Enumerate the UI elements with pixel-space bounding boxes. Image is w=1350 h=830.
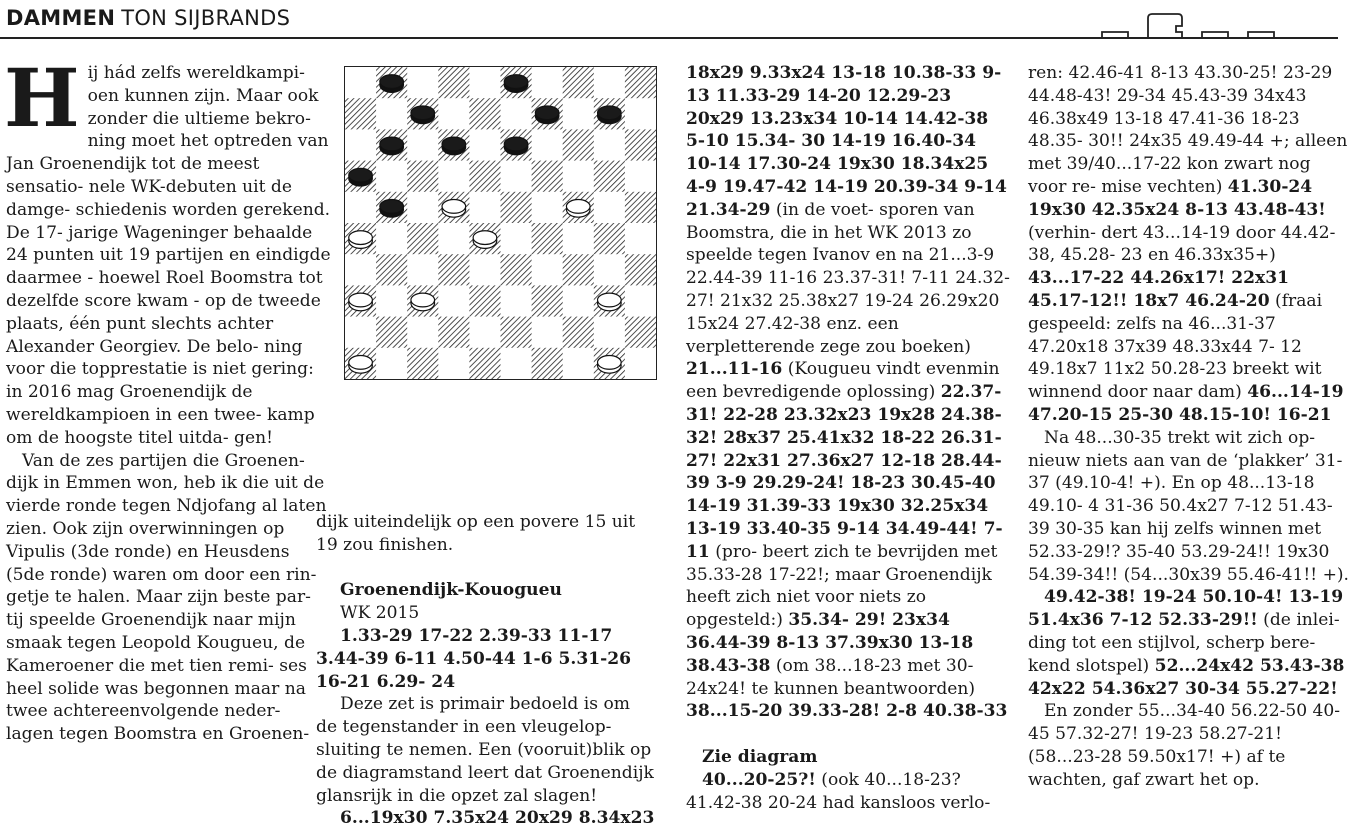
light-square <box>563 223 594 255</box>
white-piece <box>473 231 497 249</box>
column-2 <box>316 511 656 830</box>
light-square <box>438 348 469 379</box>
page-header <box>0 0 1340 40</box>
light-square <box>438 223 469 255</box>
intro-paragraph: ning moet het optreden van Jan Groenendijk tot de meest sensatio- nele WK-debuten uit de damge- schiedenis worden gerekend. De 17- jarige Wageninger behaalde 24 punten uit 19 partijen en eindigde daarmee - hoewel Roel Boomstra tot dezelfde score kwam - op de tweede plaats, één punt slechts achter Alexander Georgiev. De belo- ning voor die topprestatie is niet gering: in 2016 mag Groenendijk de wereldkampioen in een twee- kamp om de hoogste titel uitda- gen! <box>6 131 331 448</box>
light-square <box>469 67 500 99</box>
black-piece <box>504 137 528 155</box>
dark-square <box>625 129 656 161</box>
light-square <box>376 285 407 317</box>
continuation-paragraph: dijk uiteindelijk op een povere 15 uit 19 zou finishen. <box>316 512 636 555</box>
light-square <box>376 98 407 130</box>
light-square <box>501 285 532 317</box>
column-1 <box>4 51 331 746</box>
black-piece <box>380 137 404 155</box>
light-square <box>594 192 625 224</box>
light-square <box>438 161 469 193</box>
dark-square <box>376 254 407 286</box>
checkers-diagram <box>344 66 657 380</box>
black-piece <box>380 75 404 93</box>
white-piece <box>442 200 466 218</box>
intro-line-3: zonder die ultieme bekro- <box>87 108 311 129</box>
light-square <box>625 285 656 317</box>
dark-square <box>345 98 376 130</box>
light-square <box>594 254 625 286</box>
drop-cap: H <box>4 51 80 145</box>
light-square <box>345 192 376 224</box>
moves-block-4: 49.42-38! 19-24 50.10-4! 13-19 51.4x36 7-12 52.33-29!! (de inlei- ding tot een stijlvol, scherp bere- kend slotspel) 52...24x42 53.43-38 42x22 54.36x27 30-34 55.27-22! <box>1028 587 1345 699</box>
black-piece <box>349 168 373 186</box>
dark-square <box>532 348 563 379</box>
dark-square <box>469 285 500 317</box>
dark-square <box>407 223 438 255</box>
dark-square <box>532 223 563 255</box>
dark-square <box>563 254 594 286</box>
light-square <box>625 348 656 379</box>
black-piece <box>504 75 528 93</box>
analysis-paragraph: Na 48...30-35 trekt wit zich op- nieuw niets aan van de ‘plakker’ 31- 37 (49.10-4! +). En op 48...13-18 49.10- 4 31-36 50.4x27 7-12 51.43-39 30-35 kan hij zelfs winnen met 52.33-29!? 35-40 53.29-24!! 19x30 54.39-34!! (54...30x39 55.46-41!! +). <box>1028 427 1349 585</box>
dark-square <box>501 254 532 286</box>
black-piece <box>411 106 435 124</box>
dark-square <box>438 67 469 99</box>
light-square <box>469 129 500 161</box>
dark-square <box>469 348 500 379</box>
diagram-reference: Zie diagram <box>702 746 818 767</box>
dark-square <box>594 161 625 193</box>
light-square <box>625 98 656 130</box>
light-square <box>594 67 625 99</box>
light-square <box>501 348 532 379</box>
light-square <box>376 223 407 255</box>
light-square <box>469 317 500 349</box>
dark-square <box>532 285 563 317</box>
black-piece <box>380 200 404 218</box>
black-piece <box>442 137 466 155</box>
light-square <box>345 67 376 99</box>
light-square <box>407 317 438 349</box>
dark-square <box>625 317 656 349</box>
light-square <box>501 223 532 255</box>
light-square <box>376 161 407 193</box>
game-event: WK 2015 <box>340 603 420 624</box>
dark-square <box>438 254 469 286</box>
dark-square <box>438 317 469 349</box>
dark-square <box>625 67 656 99</box>
light-square <box>438 98 469 130</box>
game-title: Groenendijk-Kouogueu <box>340 580 562 601</box>
intro-line-2: oen kunnen zijn. Maar ook <box>87 85 319 106</box>
column-4 <box>1028 62 1350 792</box>
light-square <box>532 254 563 286</box>
light-square <box>532 129 563 161</box>
white-piece <box>411 293 435 311</box>
light-square <box>407 67 438 99</box>
dark-square <box>625 192 656 224</box>
dark-square <box>563 317 594 349</box>
section-name: DAMMEN <box>6 6 116 30</box>
light-square <box>407 192 438 224</box>
dark-square <box>501 192 532 224</box>
moves-block-1: 18x29 9.33x24 13-18 10.38-33 9-13 11.33-29 14-20 12.29-23 20x29 13.23x34 10-14 14.42-38 5-10 15.34- 30 14-19 16.40-34 10-14 17.30-24 19x30 18.34x25 4-9 19.47-42 14-19 20.39-34 9-14 21.34-29 (in de voet- sporen van Boomstra, die in het WK 2013 zo speelde tegen Ivanov en na 21...3-9 22.44-39 11-16 23.37-31! 7-11 24.32-27! 21x32 25.38x27 19-24 26.29x20 15x24 27.42-38 enz. een verpletterende zege zou boeken) 21...11-16 (Kougueu vindt evenmin een bevredigende oplossing) 22.37- 31! 22-28 23.32x23 19x28 24.38-32! 28x37 25.41x32 18-22 26.31-27! 22x31 27.36x27 12-18 28.44-39 3-9 29.29-24! 18-23 30.45-40 14-19 31.39-33 19x30 32.25x34 13-19 33.40-35 9-14 34.49-44! 7-11 (pro- beert zich te bevrijden met 35.33-28 17-22!; maar Groenendijk heeft zich niet voor niets zo opgesteld:) 35.34- 29! 23x34 36.44-39 8-13 37.39x30 13-18 38.43-38 (om 38...18-23 met 30- 24x24! te kunnen beantwoorden) 38...15-20 39.33-28! 2-8 40.38-33 <box>686 63 1010 722</box>
conclusion-paragraph: En zonder 55...34-40 56.22-50 40- 45 57.32-27! 19-23 58.27-21! (58...23-28 59.50x17! +) af te wachten, gaf zwart het op. <box>1028 701 1341 790</box>
light-square <box>563 285 594 317</box>
light-square <box>345 254 376 286</box>
moves-continuation: 6...19x30 7.35x24 20x29 8.34x23 <box>340 808 655 829</box>
light-square <box>563 348 594 379</box>
column-3 <box>686 62 1011 814</box>
moves-opening: 1.33-29 17-22 2.39-33 11-17 3.44-39 6-11 4.50-44 1-6 5.31-26 16-21 6.29- 24 <box>316 625 632 692</box>
light-square <box>501 98 532 130</box>
light-square <box>594 317 625 349</box>
light-square <box>438 285 469 317</box>
author-name: TON SIJBRANDS <box>121 6 291 30</box>
light-square <box>407 254 438 286</box>
light-square <box>594 129 625 161</box>
dark-square <box>469 98 500 130</box>
second-paragraph: Van de zes partijen die Groenen- dijk in Emmen won, heb ik die uit de vierde ronde tegen Ndjofang al laten zien. Ook zijn overwinningen op Vipulis (3de ronde) en Heusdens (5de ronde) waren om door een rin- getje te halen. Maar zijn beste par- tij speelde Groenendijk naar mijn smaak tegen Leopold Kougueu, de Kameroener die met tien remi- ses heel solide was begonnen maar na twee achtereenvolgende neder- lagen tegen Boomstra en Groenen- <box>6 450 327 745</box>
white-piece <box>598 356 622 374</box>
white-piece <box>598 293 622 311</box>
dark-square <box>501 317 532 349</box>
light-square <box>469 192 500 224</box>
intro-line-1: ij hád zelfs wereldkampi- <box>87 63 305 83</box>
black-piece <box>598 106 622 124</box>
dark-square <box>563 129 594 161</box>
light-square <box>407 129 438 161</box>
black-piece <box>535 106 559 124</box>
light-square <box>532 67 563 99</box>
section-title <box>6 6 290 30</box>
white-piece <box>349 231 373 249</box>
light-square <box>469 254 500 286</box>
white-piece <box>566 200 590 218</box>
light-square <box>563 98 594 130</box>
dark-square <box>469 161 500 193</box>
light-square <box>376 348 407 379</box>
moves-block-2: 40...20-25?! (ook 40...18-23? 41.42-38 20-24 had kansloos verlo- <box>686 769 991 813</box>
comment-paragraph: Deze zet is primair bedoeld is om de tegenstander in een vleugelop- sluiting te nemen. Een (vooruit)blik op de diagramstand leert dat Groenendijk glansrijk in die opzet zal slagen! <box>316 694 654 806</box>
white-piece <box>349 356 373 374</box>
light-square <box>345 317 376 349</box>
light-square <box>532 192 563 224</box>
dark-square <box>407 161 438 193</box>
dark-square <box>563 67 594 99</box>
light-square <box>532 317 563 349</box>
checkers-pieces-deco-icon <box>1078 12 1310 40</box>
dark-square <box>532 161 563 193</box>
light-square <box>345 129 376 161</box>
light-square <box>625 161 656 193</box>
dark-square <box>594 223 625 255</box>
header-rule <box>0 37 1338 39</box>
moves-block-3: ren: 42.46-41 8-13 43.30-25! 23-29 44.48-43! 29-34 45.43-39 34x43 46.38x49 13-18 47.41-36 18-23 48.35- 30!! 24x35 49.49-44 +; alleen met 39/40...17-22 kon zwart nog voor re- mise vechten) 41.30-24 19x30 42.35x24 8-13 43.48-43! (verhin- dert 43...14-19 door 44.42-38, 45.28- 23 en 46.33x35+) 43...17-22 44.26x17! 22x31 45.17-12!! 18x7 46.24-20 (fraai gespeeld: zelfs na 46...31-37 47.20x18 37x39 48.33x44 7- 12 49.18x7 11x2 50.28-23 breekt wit winnend door naar dam) 46...14-19 47.20-15 25-30 48.15-10! 16-21 <box>1028 63 1348 425</box>
dark-square <box>407 348 438 379</box>
dark-square <box>625 254 656 286</box>
white-piece <box>349 293 373 311</box>
light-square <box>625 223 656 255</box>
light-square <box>563 161 594 193</box>
dark-square <box>376 317 407 349</box>
light-square <box>501 161 532 193</box>
